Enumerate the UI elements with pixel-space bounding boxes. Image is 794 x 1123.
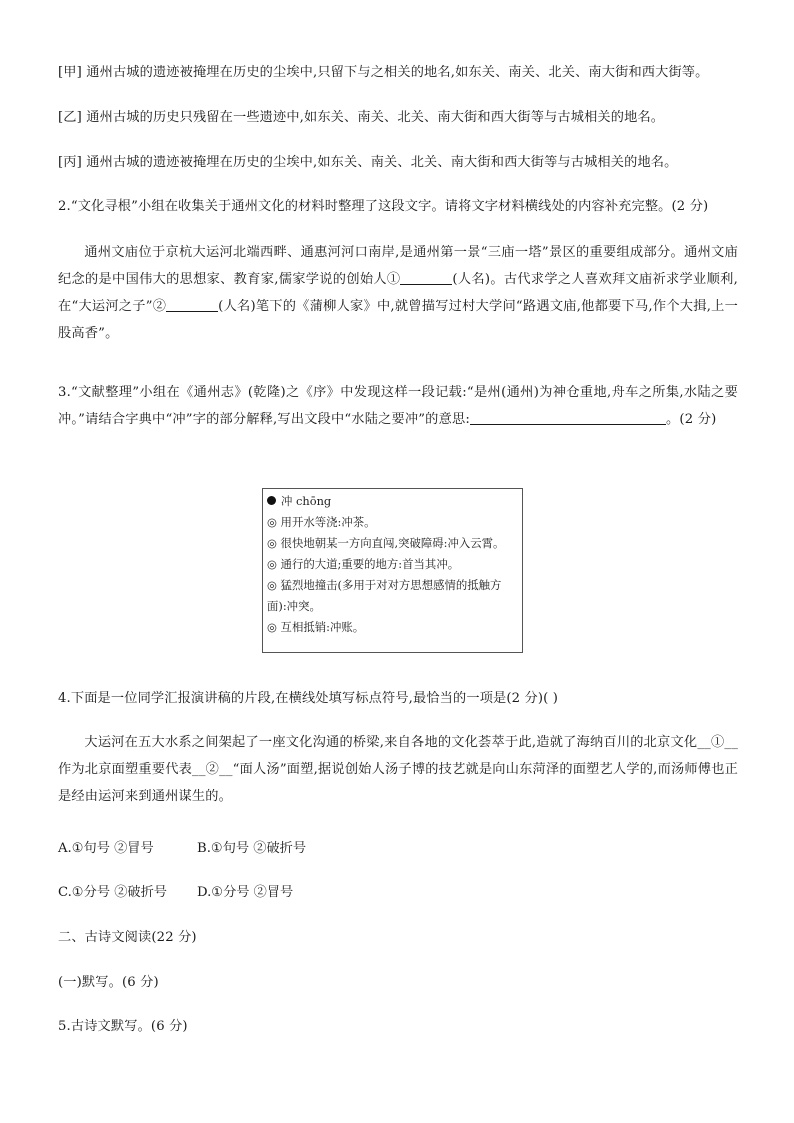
choice-c[interactable]: C.①分号 ②破折号 (58, 885, 167, 900)
answer-blank-1[interactable] (400, 270, 452, 285)
answer-blank-3[interactable] (470, 410, 666, 425)
dictionary-entry: ◎ 用开水等浇:冲茶。 (267, 515, 376, 529)
question-2-passage (58, 239, 738, 347)
question-3-tail: 。(2 分) (666, 412, 717, 427)
passage-part-3: (人名)笔下的《蒲柳人家》中,就曾描写过村大学问“路遇文庙,他都要下马,作个大揖,上一股高香”。 (58, 299, 738, 341)
question-2-stem: 2.“文化寻根”小组在收集关于通州文化的材料时整理了这段文字。请将文字材料横线处的内容补充完整。(2 分) (58, 199, 709, 214)
question-3 (58, 379, 738, 433)
bullet-icon (267, 496, 276, 505)
dictionary-entry: ◎ 通行的大道;重要的地方:首当其冲。 (267, 557, 460, 571)
passage-part-1: 通州文庙位于京杭大运河北端西畔、通惠河河口南岸,是通州第一景“三庙一塔”景区的重要组成部分。通州文庙纪念的是中国伟大的思想家、教育家,儒家学说的创始人① (58, 245, 738, 287)
dictionary-entry: ◎ 互相抵销:冲账。 (267, 620, 365, 634)
option-bing: [丙] 通州古城的遗迹被掩埋在历史的尘埃中,如东关、南关、北关、南大街和西大街等与古城相关的地名。 (58, 155, 678, 170)
answer-blank-2[interactable] (166, 297, 218, 312)
dictionary-box (262, 488, 523, 653)
option-yi: [乙] 通州古城的历史只残留在一些遗迹中,如东关、南关、北关、南大街和西大街等与古城相关的地名。 (58, 110, 665, 125)
option-jia: [甲] 通州古城的遗迹被掩埋在历史的尘埃中,只留下与之相关的地名,如东关、南关、北关、南大街和西大街等。 (58, 65, 709, 80)
dictionary-entry: ◎ 猛烈地撞击(多用于对对方思想感情的抵触方面):冲突。 (267, 578, 502, 613)
dictionary-head: 冲 chōng (267, 491, 518, 512)
passage-part-2: (人名)。古代求学之人喜欢拜文庙祈求学业顺利,在“大运河之子”② (58, 272, 738, 314)
choice-b[interactable]: B.①句号 ②破折号 (197, 841, 307, 856)
section-2-subtitle: (一)默写。(6 分) (58, 975, 159, 990)
section-2-title: 二、古诗文阅读(22 分) (58, 930, 197, 945)
question-4-passage: 大运河在五大水系之间架起了一座文化沟通的桥梁,来自各地的文化荟萃于此,造就了海纳百川的北京文化__①__作为北京面塑重要代表__②__“面人汤”面塑,据说创始人汤子博的技艺就是向山东菏泽的面塑艺人学的,而汤师傅也正是经由运河来到通州谋生的。 (58, 735, 738, 804)
dictionary-entry: ◎ 很快地朝某一方向直闯,突破障碍:冲入云霄。 (267, 536, 505, 550)
question-5-stem: 5.古诗文默写。(6 分) (58, 1019, 188, 1034)
choice-a[interactable]: A.①句号 ②冒号 (58, 841, 154, 856)
question-3-text: 3.“文献整理”小组在《通州志》(乾隆)之《序》中发现这样一段记载:“是州(通州)为神仓重地,舟车之所集,水陆之要冲。”请结合字典中“冲”字的部分解释,写出文段中“水陆之要冲”的意思: (58, 385, 738, 427)
question-4-stem: 4.下面是一位同学汇报演讲稿的片段,在横线处填写标点符号,最恰当的一项是(2 分)( ) (58, 691, 559, 706)
choice-d[interactable]: D.①分号 ②冒号 (197, 885, 294, 900)
